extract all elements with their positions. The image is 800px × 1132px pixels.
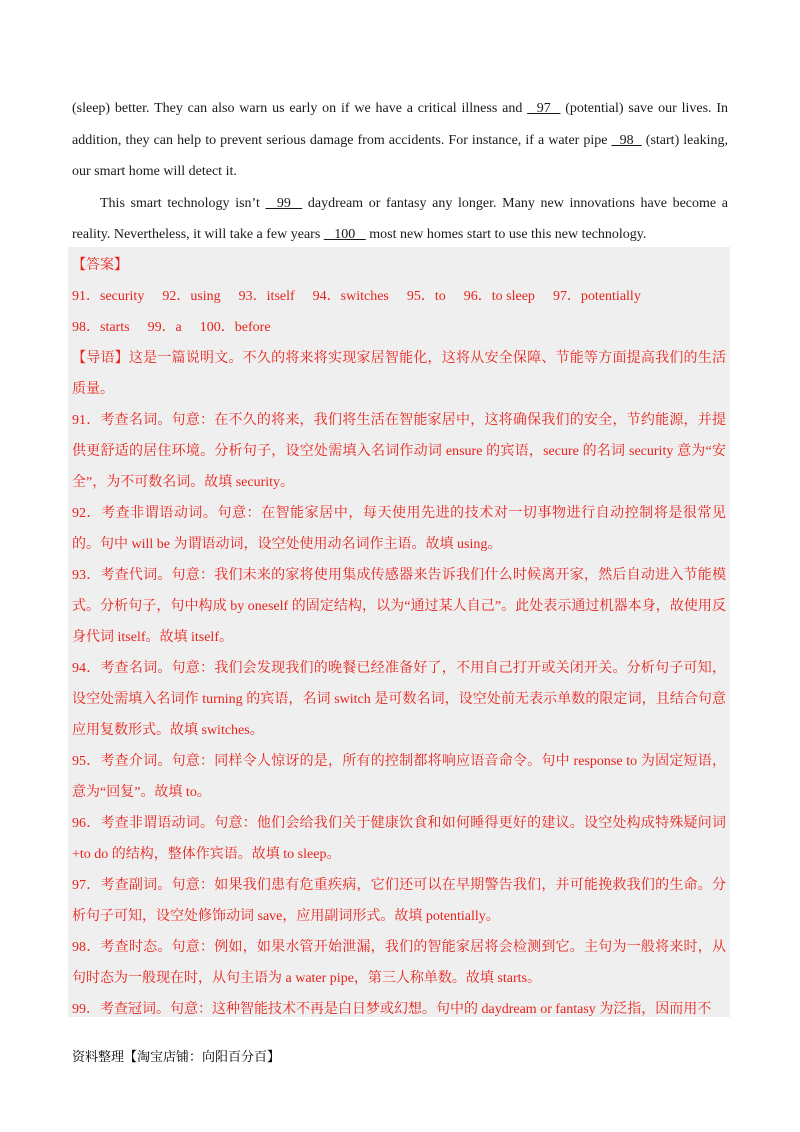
guide-paragraph: 【导语】这是一篇说明文。不久的将来将实现家居智能化，这将从安全保障、节能等方面提高我们的生活质量。: [72, 351, 726, 397]
explanation-93: 93．考查代词。句意：我们未来的家将使用集成传感器来告诉我们什么时候离开家，然后自动进入节能模式。分析句子，句中构成 by oneself 的固定结构，以为“通过某人自己”。此处表示通过机器本身，故使用反身代词 itself。故填 itself。: [72, 568, 726, 645]
answer-item: 92．using: [162, 289, 221, 304]
answer-item: 96．to sleep: [463, 289, 535, 304]
explanation-98: 98．考查时态。句意：例如，如果水管开始泄漏，我们的智能家居将会检测到它。主句为一般将来时，从句时态为一般现在时，从句主语为 a water pipe，第三人称单数。故填 starts。: [72, 940, 726, 986]
answer-item: 97．potentially: [552, 289, 641, 304]
explanation-92: 92．考查非谓语动词。句意：在智能家居中，每天使用先进的技术对一切事物进行自动控制将是很常见的。句中 will be 为谓语动词，设空处使用动名词作主语。故填 using。: [72, 506, 726, 552]
answer-item: 93．itself: [238, 289, 295, 304]
explanation-96: 96．考查非谓语动词。句意：他们会给我们关于健康饮食和如何睡得更好的建议。设空处构成特殊疑问词+to do 的结构，整体作宾语。故填 to sleep。: [72, 816, 726, 862]
answer-row-1: [72, 281, 726, 312]
answer-item: 95．to: [406, 289, 446, 304]
answer-row-2: [72, 312, 726, 343]
blank-99: 99: [265, 195, 303, 211]
explanation-99: 99．考查冠词。句意：这种智能技术不再是白日梦或幻想。句中的 daydream or fantasy 为泛指，因而用不: [72, 1002, 712, 1017]
answer-section: [68, 247, 730, 1017]
answer-item: 94．switches: [312, 289, 389, 304]
blank-97: 97: [527, 101, 561, 116]
page-footer: 资料整理【淘宝店铺：向阳百分百】: [72, 1050, 281, 1065]
answer-item: 91．security: [72, 289, 145, 304]
answer-item: 99．a: [147, 320, 182, 335]
explanation-97: 97．考查副词。句意：如果我们患有危重疾病，它们还可以在早期警告我们，并可能挽救我们的生命。分析句子可知，设空处修饰动词 save，应用副词形式。故填 potentially。: [72, 878, 726, 924]
blank-100: 100: [323, 227, 366, 242]
explanation-95: 95．考查介词。句意：同样令人惊讶的是，所有的控制都将响应语音命令。句中 response to 为固定短语，意为“回复”。故填 to。: [72, 754, 726, 800]
passage-paragraph-1: (sleep) better. They can also warn us early on if we have a critical illness and 97 (potential) save our lives. In addition, they can help to prevent serious damage from accidents. For instance, if a water pipe 98 (start) leaking, our smart home will detect it.: [72, 101, 729, 179]
blank-98: 98: [611, 132, 642, 148]
reading-passage: [72, 93, 728, 251]
answer-item: 98．starts: [72, 320, 130, 335]
explanation-94: 94．考查名词。句意：我们会发现我们的晚餐已经准备好了，不用自己打开或关闭开关。分析句子可知，设空处需填入名词作 turning 的宾语，名词 switch 是可数名词，设空处前无表示单数的限定词，且结合句意应用复数形式。故填 switches。: [72, 661, 726, 738]
explanation-91: 91．考查名词。句意：在不久的将来，我们将生活在智能家居中，这将确保我们的安全，节约能源，并提供更舒适的居住环境。分析句子，设空处需填入名词作动词 ensure 的宾语，secure 的名词 security 意为“安全”，为不可数名词。故填 security。: [72, 413, 726, 490]
answer-item: 100．before: [199, 320, 271, 335]
answer-heading: 【答案】: [72, 258, 128, 273]
passage-paragraph-2: This smart technology isn’t 99 daydream or fantasy any longer. Many new innovations have become a reality. Nevertheless, it will take a few years 100 most new homes start to use this new technology.: [72, 195, 729, 242]
